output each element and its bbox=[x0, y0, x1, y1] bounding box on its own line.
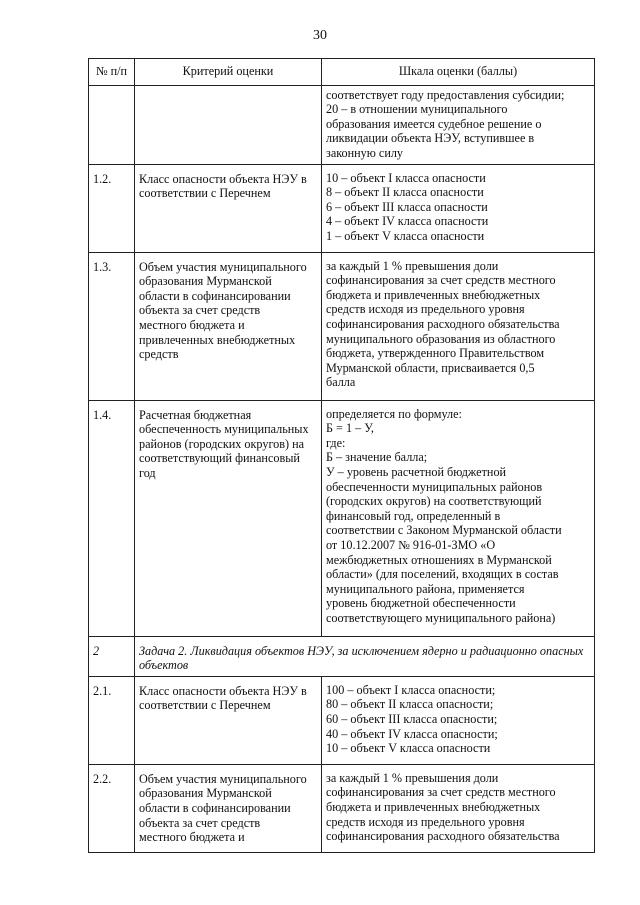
scale-line: 4 – объект IV класса опасности bbox=[326, 214, 489, 229]
criterion-line: местного бюджета и bbox=[139, 830, 245, 845]
scale-line: 10 – объект V класса опасности bbox=[326, 741, 491, 756]
scale-line: от 10.12.2007 № 916-01-ЗМО «О bbox=[326, 537, 496, 552]
header-number: № п/п bbox=[89, 59, 135, 86]
scale-line: 20 – в отношении муниципального bbox=[326, 102, 508, 117]
criterion-line: области в софинансировании bbox=[139, 288, 291, 303]
scale-line: 6 – объект III класса опасности bbox=[326, 199, 488, 214]
row-scale bbox=[322, 252, 595, 400]
scale-line: балла bbox=[326, 375, 356, 390]
criterion-line: Класс опасности объекта НЭУ в bbox=[139, 171, 307, 186]
row-number: 2.1. bbox=[89, 676, 135, 764]
scale-line: софинансирования расходного обязательства bbox=[326, 829, 560, 844]
scale-line: бюджета, утвержденного Правительством bbox=[326, 346, 545, 361]
scale-line: 60 – объект III класса опасности; bbox=[326, 711, 498, 726]
table-row bbox=[89, 252, 595, 400]
row-criterion bbox=[135, 676, 322, 764]
criterion-line: год bbox=[139, 465, 156, 480]
scale-line: обеспеченности муниципальных районов bbox=[326, 479, 543, 494]
scale-line: 10 – объект I класса опасности bbox=[326, 170, 486, 185]
table-row bbox=[89, 85, 595, 164]
scale-line: соответствующего муниципального района) bbox=[326, 610, 556, 625]
scale-line: где: bbox=[326, 435, 346, 450]
scale-line: 8 – объект II класса опасности bbox=[326, 185, 484, 200]
row-criterion bbox=[135, 400, 322, 636]
scale-line: бюджета и привлеченных внебюджетных bbox=[326, 799, 541, 814]
page-number: 30 bbox=[313, 28, 327, 43]
scale-line: софинансирования за счет средств местного bbox=[326, 273, 556, 288]
header-criterion: Критерий оценки bbox=[135, 59, 322, 86]
scale-line: ликвидации объекта НЭУ, вступившее в bbox=[326, 131, 535, 146]
criterion-line: Расчетная бюджетная bbox=[139, 407, 252, 422]
scale-line: межбюджетных отношениях в Мурманской bbox=[326, 552, 552, 567]
scale-line: 1 – объект V класса опасности bbox=[326, 228, 485, 243]
row-scale bbox=[322, 400, 595, 636]
criterion-line: объекта за счет средств bbox=[139, 303, 261, 318]
task-title: Задача 2. Ликвидация объектов НЭУ, за исключением ядерно и радиационно опасных объектов bbox=[135, 636, 595, 676]
criterion-line: объекта за счет средств bbox=[139, 815, 261, 830]
scale-line: за каждый 1 % превышения доли bbox=[326, 258, 499, 273]
task-number: 2 bbox=[89, 636, 135, 676]
criterion-line: обеспеченность муниципальных bbox=[139, 422, 309, 437]
scale-line: определяется по формуле: bbox=[326, 406, 462, 421]
row-number: 1.2. bbox=[89, 164, 135, 252]
row-criterion bbox=[135, 85, 322, 164]
table-row bbox=[89, 764, 595, 852]
scale-line: софинансирования за счет средств местного bbox=[326, 785, 556, 800]
row-number bbox=[89, 85, 135, 164]
scale-line: законную силу bbox=[326, 145, 404, 160]
scale-line: бюджета и привлеченных внебюджетных bbox=[326, 287, 541, 302]
criterion-line: соответствии с Перечнем bbox=[139, 698, 271, 713]
criterion-line: районов (городских округов) на bbox=[139, 436, 305, 451]
scale-line: (городских округов) на соответствующий bbox=[326, 494, 542, 509]
criterion-line: области в софинансировании bbox=[139, 800, 291, 815]
criterion-line: средств bbox=[139, 347, 179, 362]
row-scale bbox=[322, 764, 595, 852]
table-row bbox=[89, 164, 595, 252]
scale-line: 40 – объект IV класса опасности; bbox=[326, 726, 498, 741]
scale-line: за каждый 1 % превышения доли bbox=[326, 770, 499, 785]
scale-line: софинансирования расходного обязательства bbox=[326, 316, 560, 331]
row-scale bbox=[322, 164, 595, 252]
row-criterion bbox=[135, 252, 322, 400]
criterion-line: привлеченных внебюджетных bbox=[139, 332, 296, 347]
task-row bbox=[89, 636, 595, 676]
row-criterion bbox=[135, 764, 322, 852]
scale-line: образования имеется судебное решение о bbox=[326, 116, 542, 131]
criterion-line: соответствии с Перечнем bbox=[139, 186, 271, 201]
row-scale bbox=[322, 85, 595, 164]
criterion-line: образования Мурманской bbox=[139, 274, 272, 289]
row-criterion bbox=[135, 164, 322, 252]
scale-line: соответствует году предоставления субсидии; bbox=[326, 87, 565, 102]
scale-line: 100 – объект I класса опасности; bbox=[326, 682, 496, 697]
row-number: 1.3. bbox=[89, 252, 135, 400]
header-scale: Шкала оценки (баллы) bbox=[322, 59, 595, 86]
scale-line: 80 – объект II класса опасности; bbox=[326, 697, 494, 712]
scale-line: уровень бюджетной обеспеченности bbox=[326, 596, 516, 611]
scale-line: средств исходя из предельного уровня bbox=[326, 302, 525, 317]
scale-line: финансовый год, определенный в bbox=[326, 508, 501, 523]
scale-line: муниципального образования из областного bbox=[326, 331, 556, 346]
criterion-line: соответствующий финансовый bbox=[139, 451, 300, 466]
scale-line: Б – значение балла; bbox=[326, 450, 428, 465]
criterion-line: образования Мурманской bbox=[139, 786, 272, 801]
criterion-line: Объем участия муниципального bbox=[139, 771, 307, 786]
criteria-table bbox=[88, 58, 595, 853]
criterion-line: Класс опасности объекта НЭУ в bbox=[139, 683, 307, 698]
scale-line: соответствии с Законом Мурманской области bbox=[326, 523, 562, 538]
table-row bbox=[89, 676, 595, 764]
table-header-row bbox=[89, 59, 595, 86]
scale-line: Б = 1 – У, bbox=[326, 421, 374, 436]
row-number: 1.4. bbox=[89, 400, 135, 636]
table-row bbox=[89, 400, 595, 636]
criterion-line: местного бюджета и bbox=[139, 317, 245, 332]
scale-line: области» (для поселений, входящих в состав bbox=[326, 567, 559, 582]
scale-line: муниципального района, применяется bbox=[326, 581, 525, 596]
criterion-line: Объем участия муниципального bbox=[139, 259, 307, 274]
row-scale bbox=[322, 676, 595, 764]
scale-line: У – уровень расчетной бюджетной bbox=[326, 464, 507, 479]
row-number: 2.2. bbox=[89, 764, 135, 852]
scale-line: Мурманской области, присваивается 0,5 bbox=[326, 360, 535, 375]
scale-line: средств исходя из предельного уровня bbox=[326, 814, 525, 829]
